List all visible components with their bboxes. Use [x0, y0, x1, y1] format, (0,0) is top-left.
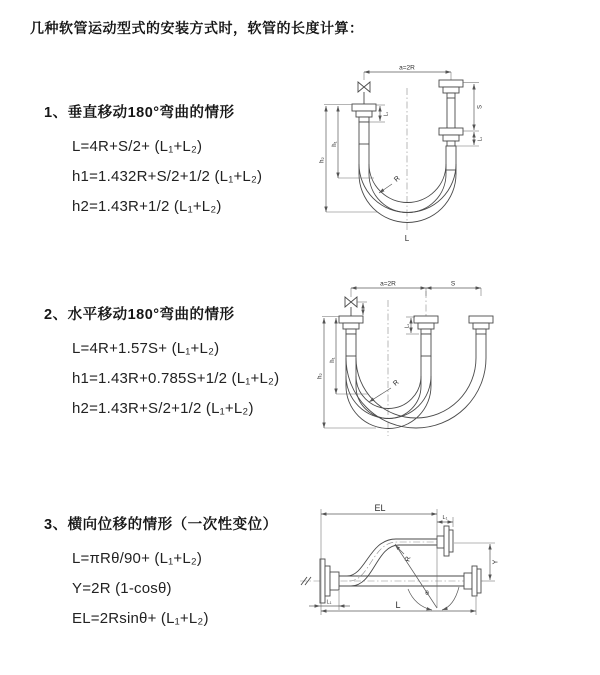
- formula-h1: h1=1.432R+S/2+1/2 (L₁+L₂): [72, 168, 263, 185]
- dim-label-span: a=2R: [399, 64, 415, 72]
- left-pipe: [352, 104, 376, 174]
- left-pipe: [339, 316, 363, 386]
- dim-label-y: Y: [492, 559, 500, 565]
- dim-label-l1-bottom: L₁: [326, 599, 332, 606]
- formula-y: Y=2R (1-cosθ): [72, 580, 172, 597]
- dim-label-radius: R: [393, 175, 402, 184]
- dim-label-stroke: S: [477, 104, 484, 110]
- left-flange: [320, 559, 339, 603]
- formula-l: L=4R+S/2+ (L₁+L₂): [72, 138, 203, 155]
- hose-bend: [346, 358, 486, 429]
- page-title: 几种软管运动型式的安装方式时，软管的长度计算：: [30, 20, 364, 36]
- dimension-fitting-right: [437, 515, 453, 527]
- radius-callout: [379, 175, 402, 193]
- dimension-el: [321, 503, 437, 514]
- formula-h2: h2=1.43R+S/2+1/2 (L₁+L₂): [72, 400, 254, 417]
- dim-label-l1: L₁: [404, 323, 411, 329]
- dim-label-stroke: S: [450, 280, 456, 288]
- right-pipe: [469, 316, 493, 358]
- dim-label-l: L: [395, 600, 401, 610]
- valve-icon: [345, 297, 357, 316]
- dim-label-theta: θ: [425, 590, 429, 597]
- dim-label-radius: R: [404, 555, 413, 563]
- right-pipe: [439, 80, 463, 174]
- dim-label-l1-top: L₁: [442, 515, 448, 521]
- dimension-span: [364, 65, 451, 81]
- dim-label-h2: h₂: [317, 373, 324, 379]
- section-2-heading: 2、水平移动180°弯曲的情形: [44, 307, 235, 323]
- dim-label-h1: h₁: [332, 141, 338, 147]
- dim-label-length: L: [404, 234, 410, 243]
- hose-bend: [359, 164, 456, 223]
- dim-label-span: a=2R: [380, 280, 396, 288]
- diagram-lateral-shift: [292, 496, 507, 636]
- section-lateral-shift: [44, 514, 314, 634]
- section-vertical-bend: [44, 102, 314, 222]
- dimension-span-stroke: [351, 281, 481, 298]
- section-1-heading: 1、垂直移动180°弯曲的情形: [44, 105, 235, 121]
- middle-pipe: [414, 316, 438, 386]
- formula-l: L=πRθ/90+ (L₁+L₂): [72, 550, 203, 567]
- formula-el: EL=2Rsinθ+ (L₁+L₂): [72, 610, 209, 627]
- dim-label-radius: R: [392, 379, 401, 388]
- section-3-heading: 3、横向位移的情形（一次性变位）: [44, 517, 278, 533]
- dim-label-h1: h₁: [330, 357, 336, 363]
- formula-h1: h1=1.43R+0.785S+1/2 (L₁+L₂): [72, 370, 280, 387]
- valve-icon: [358, 82, 370, 104]
- right-flange: [464, 566, 481, 596]
- dim-label-el: EL: [374, 503, 386, 513]
- dim-label-l1-right: L₁: [477, 136, 484, 142]
- diagram-vertical-bend: [306, 60, 506, 265]
- dimension-stroke: [456, 83, 484, 147]
- dim-label-l1-left: L₁: [383, 111, 390, 117]
- dim-label-h2: h₂: [319, 157, 326, 163]
- upper-flange: [437, 526, 453, 556]
- formula-h2: h2=1.43R+1/2 (L₁+L₂): [72, 198, 222, 215]
- section-horizontal-bend: [44, 304, 314, 424]
- diagram-horizontal-bend: [306, 276, 506, 466]
- formula-l: L=4R+1.57S+ (L₁+L₂): [72, 340, 220, 357]
- s-curve-hose: [347, 539, 437, 586]
- radius-callout: [369, 379, 401, 402]
